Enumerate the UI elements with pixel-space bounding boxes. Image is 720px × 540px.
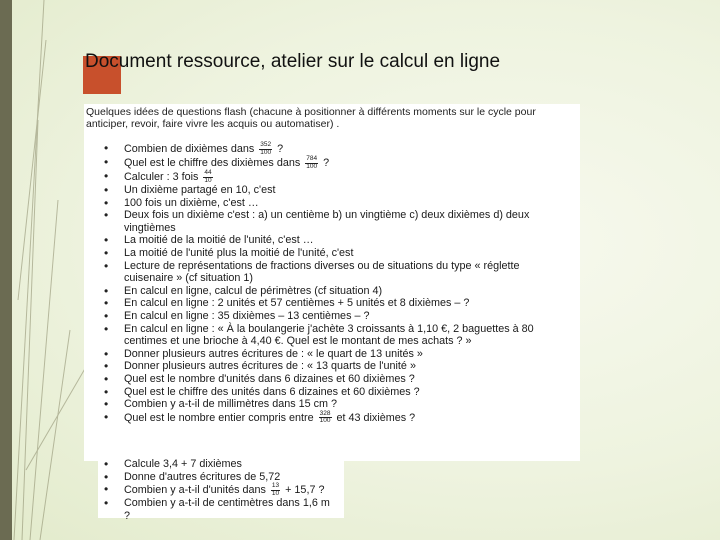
question-text: Donner plusieurs autres écritures de : « le quart de 13 unités » <box>124 347 423 360</box>
fraction-denominator: 10 <box>271 489 280 497</box>
slide-title: Document ressource, atelier sur le calcul en ligne <box>85 51 501 72</box>
question-item <box>104 483 334 497</box>
question-text: Combien de dixièmes dans <box>124 142 258 155</box>
question-item <box>104 310 566 323</box>
question-item <box>104 285 566 298</box>
question-text: La moitié de la moitié de l'unité, c'est … <box>124 234 314 247</box>
question-item <box>104 458 334 471</box>
fraction-denominator: 100 <box>306 162 318 170</box>
question-text: Combien y a-t-il de centimètres dans 1,6 m ? <box>124 497 330 522</box>
fraction <box>271 483 280 497</box>
question-text: Donner plusieurs autres écritures de : « 13 quarts de l'unité » <box>124 360 416 373</box>
fraction-numerator: 328 <box>319 409 331 417</box>
fraction <box>305 156 318 170</box>
question-text: Calcule 3,4 + 7 dixièmes <box>124 458 242 470</box>
fraction <box>203 170 212 184</box>
question-list-extra <box>104 458 334 522</box>
question-item <box>104 373 566 386</box>
question-text: Quel est le chiffre des unités dans 6 dizaines et 60 dixièmes ? <box>124 385 420 398</box>
question-item <box>104 156 566 170</box>
question-item <box>104 360 566 373</box>
question-list <box>104 142 566 425</box>
question-item <box>104 471 334 484</box>
question-text-suffix: + 15,7 ? <box>282 484 325 497</box>
intro-text: Quelques idées de questions flash (chacune à positionner à différents moments sur le cycle pour anticiper, revoir, faire vivre les acquis ou automatiser) . <box>86 106 536 130</box>
question-item <box>104 398 566 411</box>
fraction-denominator: 100 <box>319 417 331 425</box>
question-item <box>104 170 566 184</box>
question-text-suffix: et 43 dixièmes ? <box>333 411 416 424</box>
question-text: Deux fois un dixième c'est : a) un centième b) un vingtième c) deux dixièmes d) deux vingtièmes <box>124 209 530 234</box>
question-item <box>104 260 566 285</box>
question-item <box>104 184 566 197</box>
question-item <box>104 497 334 522</box>
question-text: En calcul en ligne : « À la boulangerie j'achète 3 croissants à 1,10 €, 2 baguettes à 80 centimes et une brioche à 4,40 €. Quel est le montant de mes achats ? » <box>124 322 534 348</box>
question-text: En calcul en ligne, calcul de périmètres (cf situation 4) <box>124 284 383 297</box>
question-text: Quel est le nombre entier compris entre <box>124 411 317 424</box>
fraction-denominator: 10 <box>204 176 212 184</box>
question-text-suffix: ? <box>274 142 284 155</box>
question-text: Donne d'autres écritures de 5,72 <box>124 470 281 483</box>
question-text: En calcul en ligne : 2 unités et 57 centièmes + 5 unités et 8 dixièmes – ? <box>124 297 470 310</box>
fraction-numerator: 13 <box>271 482 280 490</box>
fraction-numerator: 352 <box>260 141 272 148</box>
question-text: Un dixième partagé en 10, c'est <box>124 184 276 196</box>
question-text: Calculer : 3 fois <box>124 170 202 183</box>
fraction <box>319 411 332 425</box>
question-item <box>104 348 566 361</box>
question-item <box>104 209 566 234</box>
question-text: Quel est le nombre d'unités dans 6 dizaines et 60 dixièmes ? <box>124 372 415 385</box>
question-item <box>104 142 566 156</box>
question-text: 100 fois un dixième, c'est … <box>124 196 259 209</box>
question-item <box>104 411 566 425</box>
question-text-suffix: ? <box>320 156 330 169</box>
question-text: La moitié de l'unité plus la moitié de l'unité, c'est <box>124 246 354 259</box>
question-item <box>104 197 566 210</box>
fraction-numerator: 784 <box>306 155 318 162</box>
question-item <box>104 234 566 247</box>
question-item <box>104 323 566 348</box>
question-text: Quel est le chiffre des dixièmes dans <box>124 156 304 169</box>
question-text: En calcul en ligne : 35 dixièmes – 13 centièmes – ? <box>124 309 370 322</box>
question-item <box>104 247 566 260</box>
question-item <box>104 297 566 310</box>
fraction-numerator: 44 <box>204 169 212 176</box>
question-text: Combien y a-t-il de millimètres dans 15 cm ? <box>124 398 338 411</box>
fraction-denominator: 100 <box>260 148 272 156</box>
fraction <box>259 142 272 156</box>
question-item <box>104 386 566 399</box>
question-text: Combien y a-t-il d'unités dans <box>124 484 269 497</box>
question-text: Lecture de représentations de fractions diverses ou de situations du type « réglette cuisenaire » (cf situation 1) <box>124 259 520 285</box>
